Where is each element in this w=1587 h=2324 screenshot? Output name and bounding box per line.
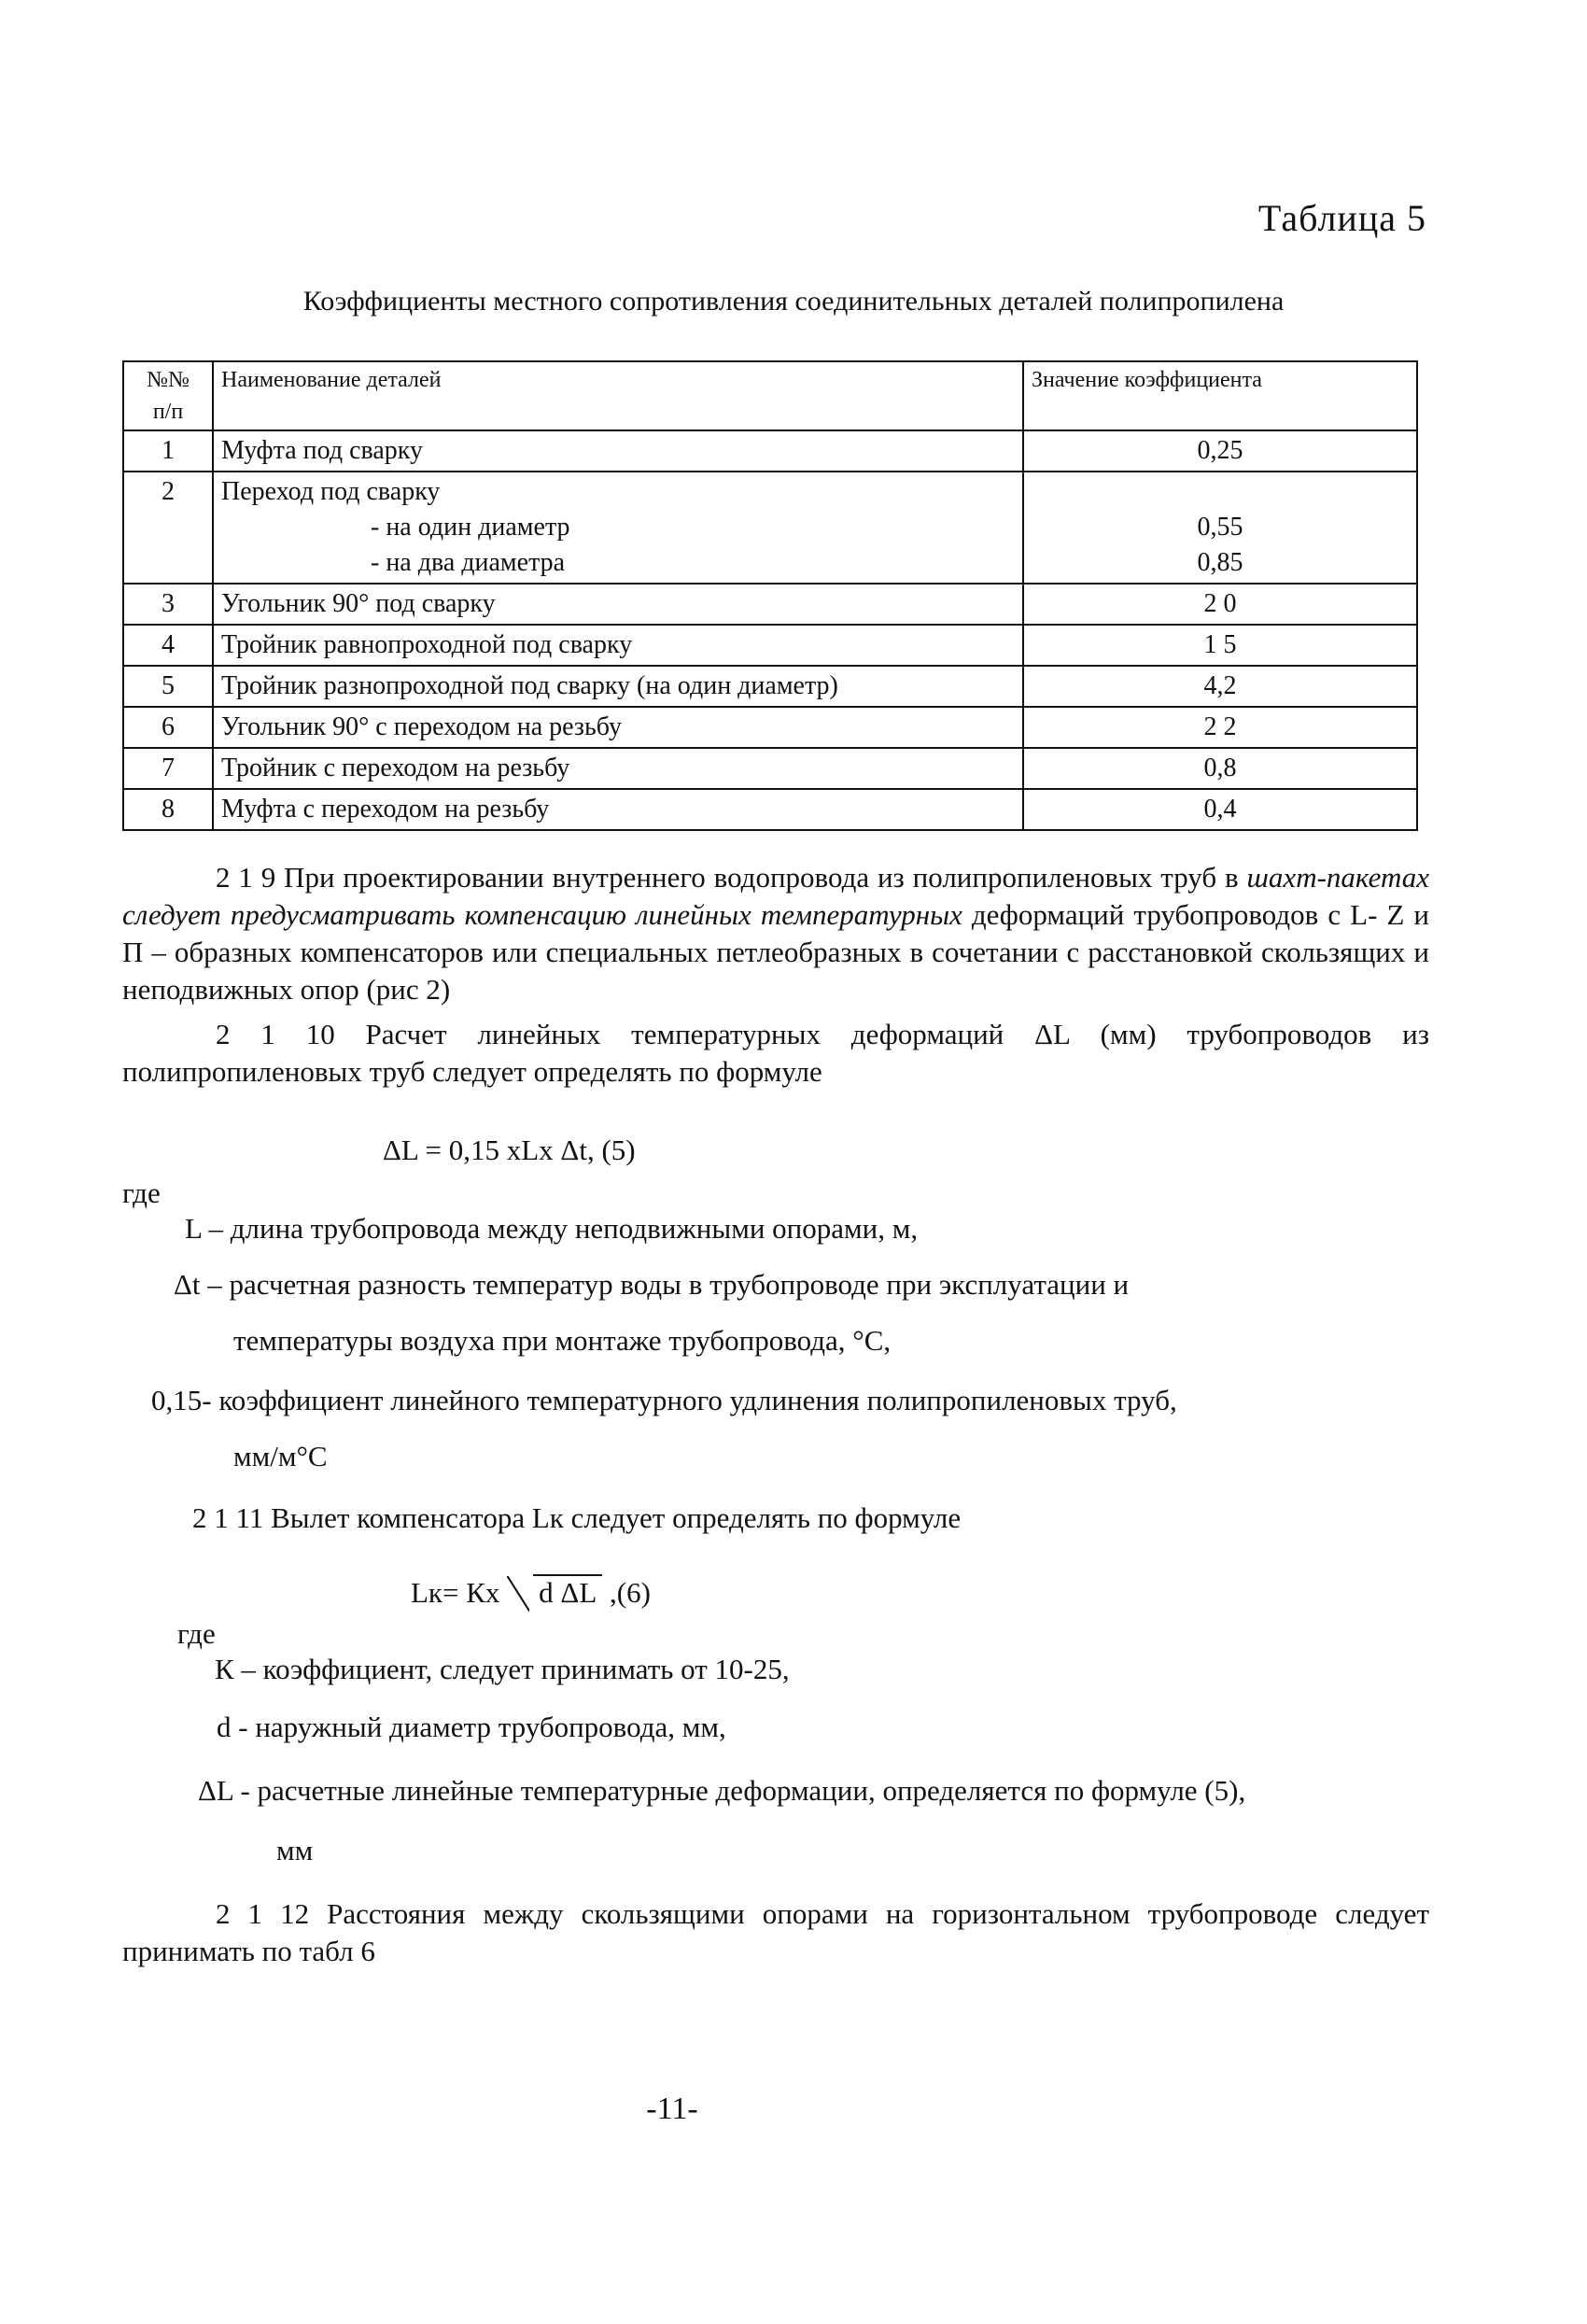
paragraph-2-1-12: 2 1 12 Расстояния между скользящими опорами на горизонтальном трубопроводе следует принимать по табл 6 [122, 1897, 1429, 1967]
paragraph-2-1-10: 2 1 10 Расчет линейных температурных деформаций ΔL (мм) трубопроводов из полипропиленовых труб следует определять по формуле [122, 1018, 1429, 1088]
row-number: 2 [123, 472, 213, 584]
row-value: 1 5 [1023, 625, 1417, 666]
paragraph-2-1-9-italic: шахт-пакетах следует предусматривать компенсацию линейных температурных [122, 861, 1430, 931]
page-number: -11- [646, 2092, 698, 2126]
coefficient-table [122, 360, 1418, 831]
formula-6-left: Lк= Кх [411, 1576, 500, 1609]
table-row [123, 430, 1417, 472]
table-number: Таблица 5 [1257, 197, 1426, 239]
definition-015-line1: 0,15- коэффициент линейного температурного удлинения полипропиленовых труб, [151, 1384, 1177, 1416]
definition-K: К – коэффициент, следует принимать от 10-25, [215, 1653, 790, 1685]
table-caption: Коэффициенты местного сопротивления соединительных деталей полипропилена [302, 286, 1285, 317]
header-value: Значение коэффициента [1023, 361, 1417, 430]
table-row [123, 707, 1417, 748]
row-name-sub2: - на два диаметра [371, 548, 566, 577]
table-row [123, 625, 1417, 666]
header-number-line2: п/п [152, 400, 184, 424]
row-name: Тройник равнопроходной под сварку [213, 625, 1023, 666]
row-number: 8 [123, 789, 213, 830]
row-name [213, 472, 1023, 584]
row-value-blank [1032, 474, 1409, 510]
formula-6-sqrt [507, 1576, 602, 1610]
row-number: 6 [123, 707, 213, 748]
table-row [123, 472, 1417, 584]
table-row [123, 789, 1417, 830]
definition-015-line2: мм/м°С [233, 1440, 328, 1472]
definition-dt-line1: Δt – расчетная разность температур воды в трубопроводе при эксплуатации и [174, 1268, 1130, 1301]
table-row [123, 666, 1417, 707]
row-name: Угольник 90° с переходом на резьбу [213, 707, 1023, 748]
table-row [123, 748, 1417, 789]
row-value-sub1: 0,55 [1197, 513, 1243, 542]
formula-6-right: ,(6) [610, 1576, 651, 1609]
row-value: 4,2 [1023, 666, 1417, 707]
header-number-line1: №№ [147, 368, 190, 392]
paragraph-2-1-9 [122, 859, 1429, 1008]
row-name: Угольник 90° под сварку [213, 584, 1023, 625]
where-label-1: где [122, 1176, 161, 1209]
row-name-main: Переход под сварку [221, 477, 441, 506]
row-name: Муфта под сварку [213, 430, 1023, 472]
row-number: 5 [123, 666, 213, 707]
row-value: 0,8 [1023, 748, 1417, 789]
row-name: Тройник разнопроходной под сварку (на один диаметр) [213, 666, 1023, 707]
row-value [1023, 472, 1417, 584]
header-number [123, 361, 213, 430]
row-number: 7 [123, 748, 213, 789]
row-number: 1 [123, 430, 213, 472]
row-value: 2 2 [1023, 707, 1417, 748]
definition-L: L – длина трубопровода между неподвижными опорами, м, [185, 1212, 919, 1245]
row-name: Тройник с переходом на резьбу [213, 748, 1023, 789]
row-name: Муфта с переходом на резьбу [213, 789, 1023, 830]
header-name: Наименование деталей [213, 361, 1023, 430]
row-value: 0,25 [1023, 430, 1417, 472]
definition-dL-line2: мм [276, 1834, 314, 1866]
definition-d: d - наружный диаметр трубопровода, мм, [217, 1711, 726, 1743]
paragraph-2-1-11: 2 1 11 Вылет компенсатора Lк следует определять по формуле [192, 1501, 962, 1534]
row-number: 3 [123, 584, 213, 625]
table-row [123, 584, 1417, 625]
definition-dt-line2: температуры воздуха при монтаже трубопровода, °С, [233, 1324, 892, 1357]
paragraph-2-1-9-rest: деформаций трубопроводов с L- Z и П – образных компенсаторов или специальных петлеобразных в сочетании с расстановкой скользящих и неподвижных опор (рис 2) [122, 898, 1430, 1006]
formula-6-radicand: d ΔL [533, 1574, 602, 1609]
formula-6 [411, 1576, 651, 1610]
row-value: 2 0 [1023, 584, 1417, 625]
row-name-sub1: - на один диаметр [371, 513, 570, 542]
where-label-2: где [177, 1617, 216, 1650]
formula-5: ΔL = 0,15 хLх Δt, (5) [383, 1134, 636, 1166]
definition-dL-line1: ΔL - расчетные линейные температурные деформации, определяется по формуле (5), [198, 1774, 1246, 1807]
row-number: 4 [123, 625, 213, 666]
row-value: 0,4 [1023, 789, 1417, 830]
row-value-sub2: 0,85 [1197, 548, 1243, 577]
paragraph-2-1-9-start: 2 1 9 При проектировании внутреннего водопровода из полипропиленовых труб в [216, 861, 1239, 894]
table-header-row [123, 361, 1417, 430]
